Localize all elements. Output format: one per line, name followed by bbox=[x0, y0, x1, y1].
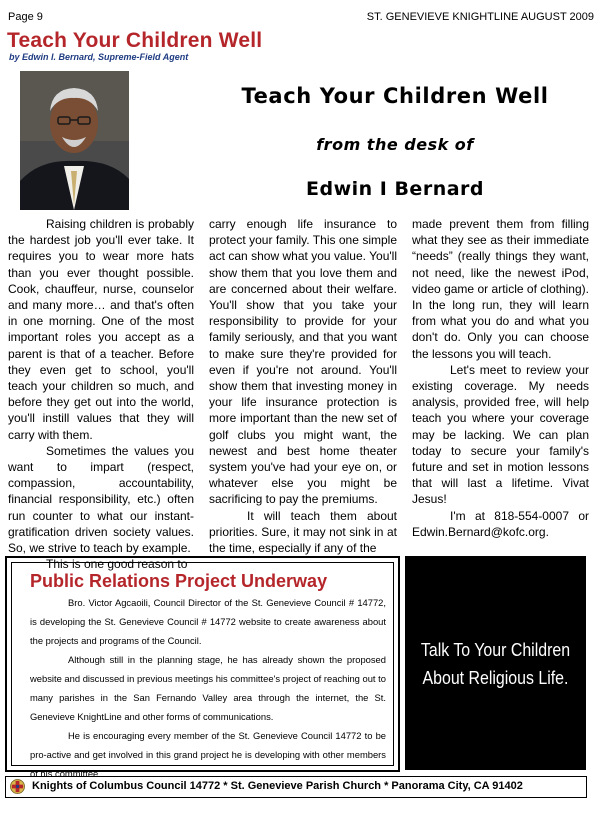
article-column-2 bbox=[209, 216, 397, 556]
pr-article-body bbox=[30, 593, 386, 783]
paragraph: carry enough life insurance to protect your family. This one simple act can show what you value. You'll show them that you love them and are concerned about their welfare. You'll show that you take your responsibility to provide for your family seriously, and that you want to make sure they're provided for even if you're not around. You'll show them that investing money in your life insurance protection is more important than the new set of golf clubs you might want, the newest and best home theater system you've had your eye on, or whatever else you might be sacrificing to pay the premiums. bbox=[209, 217, 397, 507]
footer-bar bbox=[5, 776, 587, 798]
promo-line-1: Talk To Your Children bbox=[420, 639, 571, 660]
paragraph: I'm at 818-554-0007 or Edwin.Bernard@kofc.org. bbox=[412, 508, 589, 539]
paragraph: made prevent them from filling what they see as their immediate “needs” (really things they want, not need, like the newest iPod, video game or article of clothing). In the long run, they will learn from what you do and what you don't do. Only you can choose the lessons you will teach. bbox=[412, 217, 589, 361]
promo-text bbox=[418, 636, 574, 692]
heading-name: Edwin I Bernard bbox=[305, 178, 485, 200]
article-title: Teach Your Children Well bbox=[7, 29, 263, 52]
paragraph: It will teach them about priorities. Sure, it may not sink in at the time, especially if any of the bbox=[209, 508, 397, 556]
paragraph: Sometimes the values you want to impart (respect, compassion, accountability, financial responsibility, etc.) often run counter to what our instant-gratification driven society values. So, we strive to teach by example. bbox=[8, 443, 194, 556]
pr-article-inner-border bbox=[11, 562, 394, 779]
promo-box bbox=[405, 556, 586, 770]
paragraph: Although still in the planning stage, he has already shown the proposed website and discussed in previous meetings his committee's project of reaching out to many parishes in the San Fernando Valley area through the internet, the St. Genevieve KnightLine and other forms of communications. bbox=[30, 654, 386, 722]
heading-from: from the desk of bbox=[316, 135, 474, 154]
promo-line-2: About Religious Life. bbox=[422, 667, 569, 688]
paragraph: He is encouraging every member of the St. Genevieve Council 14772 to be pro-active and get involved in this grand project he is developing with other members of his committee. bbox=[30, 730, 386, 779]
author-photo bbox=[20, 71, 129, 210]
heading-title: Teach Your Children Well bbox=[241, 84, 549, 108]
page-number: Page 9 bbox=[8, 11, 43, 23]
kofc-emblem-icon bbox=[10, 779, 25, 794]
article-column-3 bbox=[412, 216, 589, 540]
pr-article-title: Public Relations Project Underway bbox=[30, 571, 328, 591]
paragraph: This is one good reason to bbox=[46, 557, 188, 572]
paragraph: Bro. Victor Agcaoili, Council Director of the St. Genevieve Council # 14772, is developing the St. Genevieve Council # 14772 website to create awareness about the projects and programs of the Council. bbox=[30, 597, 386, 646]
article-byline: by Edwin I. Bernard, Supreme-Field Agent bbox=[9, 52, 189, 62]
paragraph: Raising children is probably the hardest job you'll ever take. It requires you to wear more hats than you ever thought possible. Cook, chauffeur, nurse, counselor and many more… and that's often in one morning. One of the most important roles you accept as a parent is that of a teacher. Before they even get to school, you'll teach your children so much, and before they get out into the world, you'll instill values that they will carry with them. bbox=[8, 217, 194, 442]
article-column-1 bbox=[8, 216, 194, 572]
paragraph: Let's meet to review your existing coverage. My needs analysis, provided free, will help teach you where your coverage may be lacking. We can plan today to secure your family's future and set in motion lessons that will last a lifetime. Vivat Jesus! bbox=[412, 362, 589, 507]
pr-article-box bbox=[5, 556, 400, 779]
footer-text: Knights of Columbus Council 14772 * St. Genevieve Parish Church * Panorama City, CA 91402 bbox=[32, 780, 523, 792]
newsletter-title: ST. GENEVIEVE KNIGHTLINE AUGUST 2009 bbox=[366, 11, 594, 23]
